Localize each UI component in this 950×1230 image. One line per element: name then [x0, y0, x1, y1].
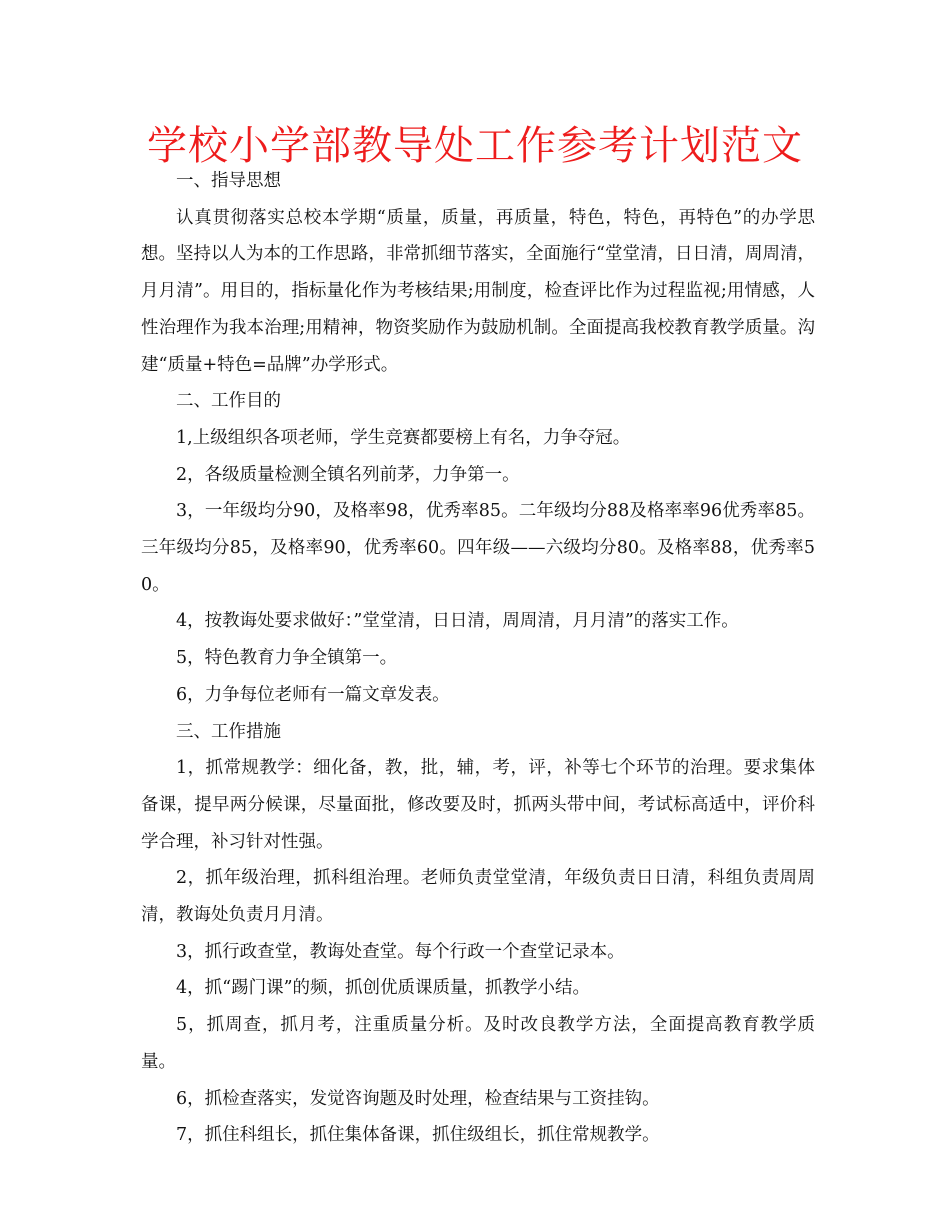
document-title: 学校小学部教导处工作参考计划范文 — [147, 123, 803, 169]
measure-item-1: 1，抓常规教学：细化备，教，批，辅，考，评，补等七个环节的治理。要求集体备课，提早两分候课，尽量面批，修改要及时，抓两头带中间，考试标高适中，评价科学合理，补习针对性强。 — [141, 758, 815, 852]
document-body — [141, 163, 815, 1154]
paragraph-guiding-thought: 认真贯彻落实总校本学期“质量，质量，再质量，特色，特色，再特色”的办学思想。坚持以人为本的工作思路，非常抓细节落实，全面施行“堂堂清，日日清，周周清，月月清”。用目的，指标量化作为考核结果;用制度，检查评比作为过程监视;用情感，人性治理作为我本治理;用精神，物资奖励作为鼓励机制。全面提高我校教育教学质量。沟建“质量+特色=品牌”办学形式。 — [141, 207, 815, 375]
measure-item-2: 2，抓年级治理，抓科组治理。老师负责堂堂清，年级负责日日清，科组负责周周清，教诲处负责月月清。 — [141, 868, 815, 926]
heading-work-measures: 三、工作措施 — [176, 721, 281, 742]
goal-item-6: 6，力争每位老师有一篇文章发表。 — [176, 684, 450, 705]
heading-guiding-thought: 一、指导思想 — [176, 171, 281, 191]
measure-item-5: 5，抓周查，抓月考，注重质量分析。及时改良教学方法，全面提高教育教学质量。 — [141, 1015, 815, 1072]
measure-item-4: 4，抓“踢门课”的频，抓创优质课质量，抓教学小结。 — [176, 978, 591, 999]
goal-item-4: 4，按教诲处要求做好：”堂堂清，日日清，周周清，月月清”的落实工作。 — [176, 611, 739, 632]
measure-item-7: 7，抓住科组长，抓住集体备课，抓住级组长，抓住常规教学。 — [176, 1125, 660, 1146]
heading-work-goals: 二、工作目的 — [176, 391, 281, 412]
goal-item-5: 5，特色教育力争全镇第一。 — [176, 648, 398, 669]
measure-item-6: 6，抓检查落实，发觉咨询题及时处理，检查结果与工资挂钩。 — [176, 1088, 660, 1109]
measure-item-3: 3，抓行政查堂，教诲处查堂。每个行政一个查堂记录本。 — [176, 941, 625, 962]
goal-item-1: 1,上级组织各项老师，学生竞赛都要榜上有名，力争夺冠。 — [176, 427, 631, 448]
goal-item-2: 2，各级质量检测全镇名列前茅，力争第一。 — [176, 464, 520, 485]
goal-item-3: 3，一年级均分90，及格率98，优秀率85。二年级均分88及格率率96优秀率85。三年级均分85，及格率90，优秀率60。四年级——六级均分80。及格率88，优秀率50。 — [141, 501, 815, 595]
